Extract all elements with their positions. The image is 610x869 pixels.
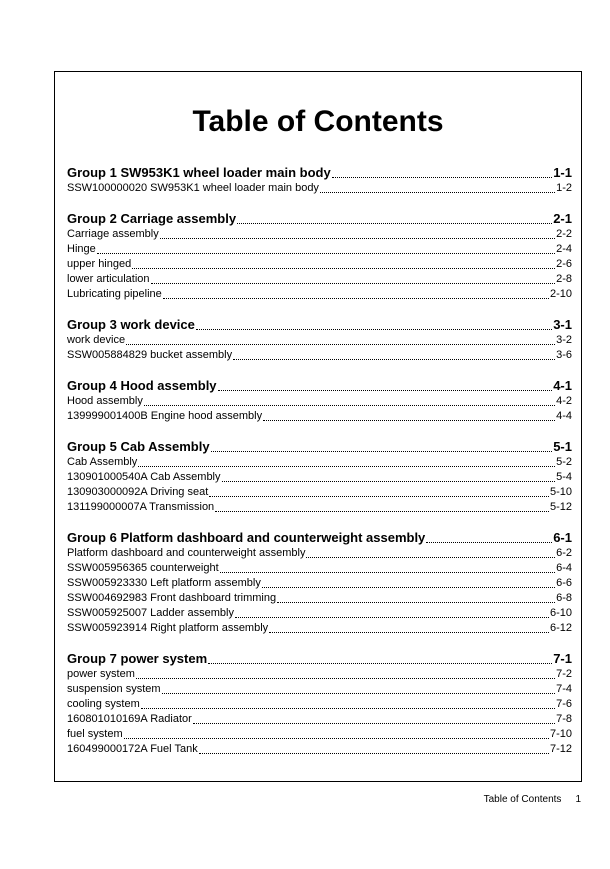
toc-leader-dots bbox=[151, 283, 556, 284]
toc-heading-page: 3-1 bbox=[553, 317, 572, 332]
toc-entry-page: 6-6 bbox=[556, 577, 572, 589]
toc-entry-page: 5-10 bbox=[549, 486, 572, 498]
toc-group-heading[interactable] bbox=[67, 317, 572, 333]
footer-page-number: 1 bbox=[575, 794, 581, 805]
toc-entry-label: Cab Assembly bbox=[67, 456, 138, 468]
toc-entry[interactable] bbox=[67, 561, 572, 576]
toc-leader-dots bbox=[132, 268, 555, 269]
toc-leader-dots bbox=[97, 253, 555, 254]
toc-entry[interactable] bbox=[67, 500, 572, 515]
page-title: Table of Contents bbox=[192, 105, 444, 138]
toc-entry-page: 5-12 bbox=[549, 501, 572, 513]
toc-entry[interactable] bbox=[67, 667, 572, 682]
toc-heading-page: 4-1 bbox=[553, 378, 572, 393]
toc-entry-page: 7-6 bbox=[556, 698, 572, 710]
toc-group bbox=[67, 439, 572, 515]
toc-entry-label: lower articulation bbox=[67, 273, 150, 285]
toc-entry-label: SSW100000020 SW953K1 wheel loader main body bbox=[67, 182, 319, 194]
toc-group bbox=[67, 211, 572, 302]
page-footer bbox=[484, 794, 581, 806]
toc-leader-dots bbox=[138, 466, 555, 467]
toc-entry-page: 2-4 bbox=[556, 243, 572, 255]
toc-entry[interactable] bbox=[67, 227, 572, 242]
toc-leader-dots bbox=[233, 359, 555, 360]
toc-group-heading[interactable] bbox=[67, 439, 572, 455]
toc-leader-dots bbox=[208, 663, 552, 664]
toc-entry-label: Carriage assembly bbox=[67, 228, 159, 240]
toc-leader-dots bbox=[193, 723, 555, 724]
toc-entry-label: SSW005923914 Right platform assembly bbox=[67, 622, 269, 634]
toc-entry[interactable] bbox=[67, 409, 572, 424]
toc-entry[interactable] bbox=[67, 348, 572, 363]
toc-leader-dots bbox=[211, 451, 553, 452]
toc-entry-label: Hinge bbox=[67, 243, 96, 255]
toc-entry[interactable] bbox=[67, 546, 572, 561]
toc-leader-dots bbox=[215, 511, 549, 512]
toc-group-heading[interactable] bbox=[67, 530, 572, 546]
toc-entry-label: 139999001400B Engine hood assembly bbox=[67, 410, 263, 422]
toc-leader-dots bbox=[222, 481, 556, 482]
toc-list bbox=[67, 165, 572, 772]
footer-label: Table of Contents bbox=[483, 794, 562, 805]
toc-entry[interactable] bbox=[67, 470, 572, 485]
toc-leader-dots bbox=[320, 192, 555, 193]
toc-entry-label: 160801010169A Radiator bbox=[67, 713, 192, 725]
toc-entry-page: 7-8 bbox=[556, 713, 572, 725]
toc-leader-dots bbox=[426, 542, 552, 543]
toc-entry-label: power system bbox=[67, 668, 135, 680]
toc-leader-dots bbox=[163, 298, 549, 299]
toc-group bbox=[67, 651, 572, 757]
toc-heading-page: 1-1 bbox=[553, 165, 572, 180]
toc-entry-label: Platform dashboard and counterweight assembly bbox=[67, 547, 306, 559]
toc-leader-dots bbox=[269, 632, 549, 633]
toc-leader-dots bbox=[332, 177, 553, 178]
toc-leader-dots bbox=[235, 617, 549, 618]
toc-entry[interactable] bbox=[67, 455, 572, 470]
toc-entry-label: 160499000172A Fuel Tank bbox=[67, 743, 198, 755]
toc-entry[interactable] bbox=[67, 287, 572, 302]
toc-group bbox=[67, 378, 572, 424]
toc-heading-page: 2-1 bbox=[553, 211, 572, 226]
toc-group bbox=[67, 530, 572, 636]
toc-leader-dots bbox=[196, 329, 552, 330]
toc-group bbox=[67, 165, 572, 196]
toc-leader-dots bbox=[126, 344, 555, 345]
toc-entry[interactable] bbox=[67, 742, 572, 757]
toc-entry-page: 4-2 bbox=[556, 395, 572, 407]
toc-entry[interactable] bbox=[67, 257, 572, 272]
toc-entry[interactable] bbox=[67, 181, 572, 196]
toc-entry-label: SSW005925007 Ladder assembly bbox=[67, 607, 234, 619]
toc-entry-label: SSW005923330 Left platform assembly bbox=[67, 577, 261, 589]
toc-entry-label: SSW005884829 bucket assembly bbox=[67, 349, 233, 361]
toc-entry[interactable] bbox=[67, 697, 572, 712]
toc-group bbox=[67, 317, 572, 363]
toc-entry-label: cooling system bbox=[67, 698, 140, 710]
toc-leader-dots bbox=[162, 693, 556, 694]
toc-leader-dots bbox=[218, 390, 553, 391]
toc-entry-label: Hood assembly bbox=[67, 395, 143, 407]
toc-group-heading[interactable] bbox=[67, 651, 572, 667]
toc-heading-label: Group 6 Platform dashboard and counterweight assembly bbox=[67, 530, 426, 545]
toc-leader-dots bbox=[124, 738, 549, 739]
toc-entry[interactable] bbox=[67, 591, 572, 606]
toc-heading-label: Group 1 SW953K1 wheel loader main body bbox=[67, 165, 331, 180]
toc-entry-page: 2-8 bbox=[556, 273, 572, 285]
toc-entry-label: 130903000092A Driving seat bbox=[67, 486, 209, 498]
toc-entry-page: 3-6 bbox=[556, 349, 572, 361]
toc-entry[interactable] bbox=[67, 394, 572, 409]
toc-leader-dots bbox=[237, 223, 552, 224]
toc-entry-label: upper hinged bbox=[67, 258, 132, 270]
toc-entry-page: 6-2 bbox=[556, 547, 572, 559]
toc-entry-label: SSW004692983 Front dashboard trimming bbox=[67, 592, 277, 604]
toc-leader-dots bbox=[209, 496, 549, 497]
toc-leader-dots bbox=[160, 238, 555, 239]
toc-heading-label: Group 5 Cab Assembly bbox=[67, 439, 210, 454]
toc-entry-page: 5-2 bbox=[556, 456, 572, 468]
toc-group-heading[interactable] bbox=[67, 211, 572, 227]
toc-leader-dots bbox=[220, 572, 555, 573]
toc-entry-page: 2-2 bbox=[556, 228, 572, 240]
toc-leader-dots bbox=[199, 753, 549, 754]
toc-entry[interactable] bbox=[67, 682, 572, 697]
toc-entry-page: 3-2 bbox=[556, 334, 572, 346]
toc-heading-label: Group 3 work device bbox=[67, 317, 195, 332]
toc-leader-dots bbox=[141, 708, 555, 709]
toc-heading-label: Group 7 power system bbox=[67, 651, 208, 666]
toc-entry[interactable] bbox=[67, 621, 572, 636]
toc-leader-dots bbox=[262, 587, 555, 588]
toc-group-heading[interactable] bbox=[67, 165, 572, 181]
toc-entry-page: 2-10 bbox=[549, 288, 572, 300]
toc-heading-label: Group 2 Carriage assembly bbox=[67, 211, 237, 226]
toc-group-heading[interactable] bbox=[67, 378, 572, 394]
toc-leader-dots bbox=[144, 405, 555, 406]
toc-entry[interactable] bbox=[67, 272, 572, 287]
toc-entry[interactable] bbox=[67, 576, 572, 591]
toc-entry[interactable] bbox=[67, 485, 572, 500]
page-frame bbox=[54, 71, 582, 782]
toc-entry-page: 6-10 bbox=[549, 607, 572, 619]
toc-entry-page: 7-10 bbox=[549, 728, 572, 740]
toc-entry[interactable] bbox=[67, 727, 572, 742]
toc-entry-label: Lubricating pipeline bbox=[67, 288, 162, 300]
toc-entry-page: 5-4 bbox=[556, 471, 572, 483]
toc-entry-label: suspension system bbox=[67, 683, 161, 695]
toc-entry-page: 7-2 bbox=[556, 668, 572, 680]
toc-heading-page: 5-1 bbox=[553, 439, 572, 454]
toc-entry-page: 7-12 bbox=[549, 743, 572, 755]
toc-entry-label: 131199000007A Transmission bbox=[67, 501, 215, 513]
toc-entry[interactable] bbox=[67, 712, 572, 727]
toc-leader-dots bbox=[263, 420, 555, 421]
toc-entry-label: work device bbox=[67, 334, 126, 346]
toc-entry-page: 2-6 bbox=[556, 258, 572, 270]
toc-leader-dots bbox=[277, 602, 555, 603]
toc-entry-page: 6-8 bbox=[556, 592, 572, 604]
toc-entry[interactable] bbox=[67, 242, 572, 257]
toc-entry-page: 6-12 bbox=[549, 622, 572, 634]
toc-leader-dots bbox=[306, 557, 555, 558]
toc-heading-page: 7-1 bbox=[553, 651, 572, 666]
toc-entry-label: SSW005956365 counterweight bbox=[67, 562, 219, 574]
toc-entry[interactable] bbox=[67, 333, 572, 348]
toc-entry-page: 1-2 bbox=[556, 182, 572, 194]
toc-entry-page: 4-4 bbox=[556, 410, 572, 422]
toc-entry-label: 130901000540A Cab Assembly bbox=[67, 471, 221, 483]
toc-entry[interactable] bbox=[67, 606, 572, 621]
toc-heading-label: Group 4 Hood assembly bbox=[67, 378, 217, 393]
toc-entry-label: fuel system bbox=[67, 728, 123, 740]
toc-entry-page: 7-4 bbox=[556, 683, 572, 695]
toc-leader-dots bbox=[136, 678, 555, 679]
toc-heading-page: 6-1 bbox=[553, 530, 572, 545]
toc-entry-page: 6-4 bbox=[556, 562, 572, 574]
